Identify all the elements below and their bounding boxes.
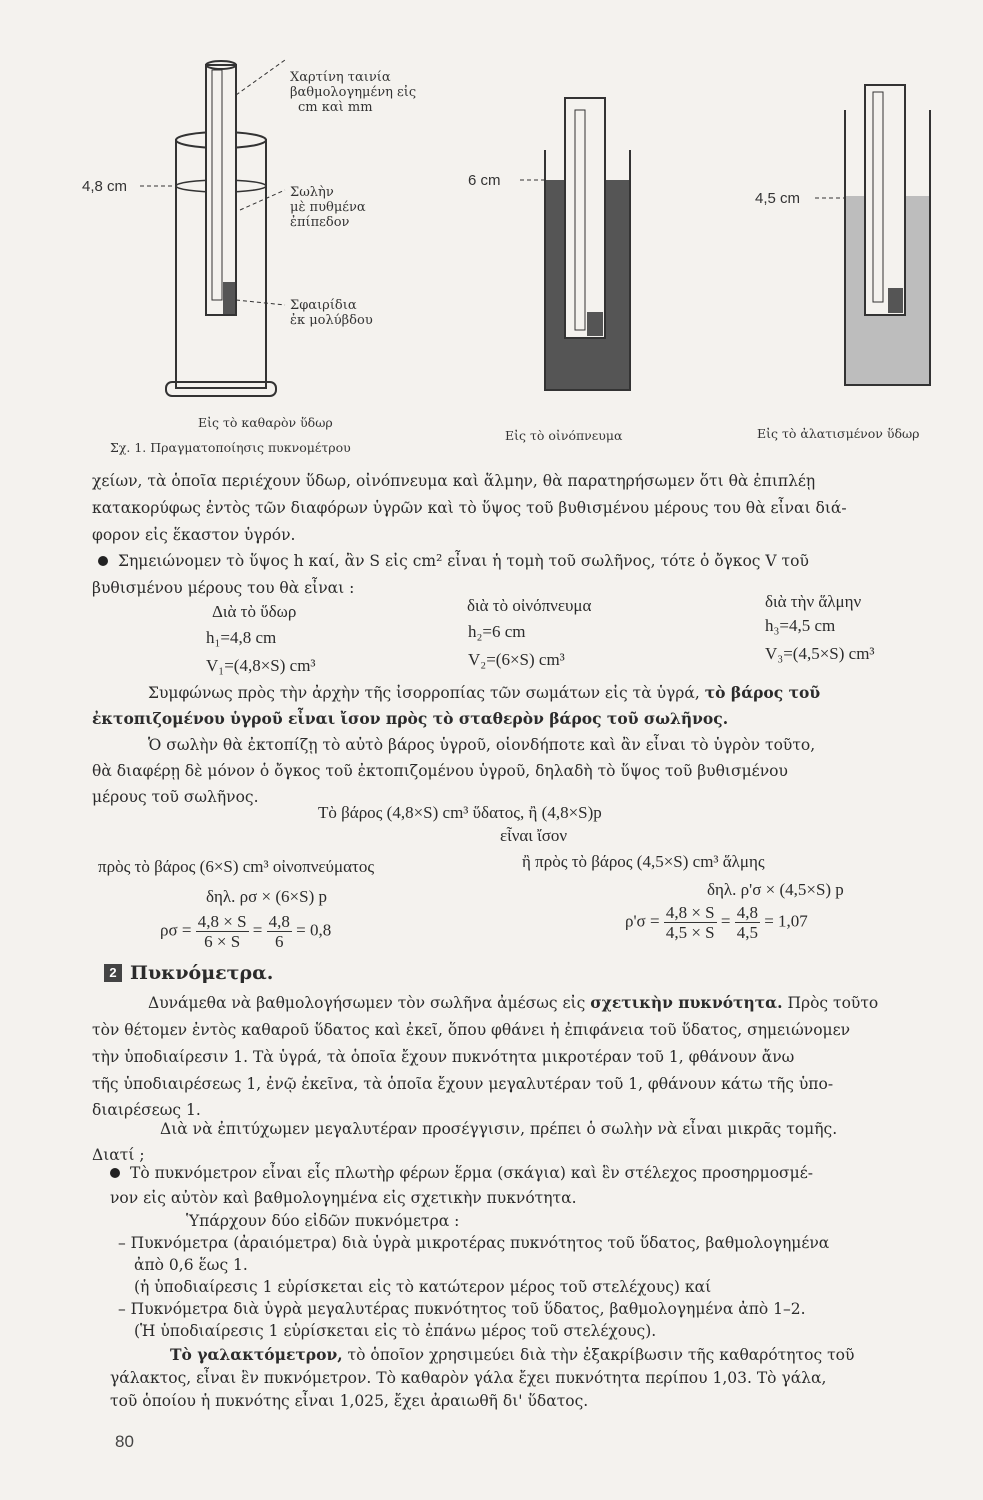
para4-line3: μέρους τοῦ σωλῆνος. <box>92 788 259 806</box>
col3-height: h₃=4,5 cm <box>765 616 836 635</box>
formula-water-eq: = <box>252 920 263 940</box>
fig1-tape-label <box>290 70 416 115</box>
sec-para1-tail: Πρὸς τοῦτο <box>787 994 879 1012</box>
col1-height: h₁=4,8 cm <box>206 628 277 647</box>
sec-para1-text: Δυνάμεθα νὰ βαθμολογήσωμεν τὸν σωλῆνα ἀμέσως εἰς <box>148 994 586 1012</box>
sec-para5-line2: γάλακτος, εἶναι ἓν πυκνόμετρον. Τὸ καθαρὸν γάλα ἔχει πυκνότητα περίπου 1,03. Τὸ γάλα, <box>110 1369 827 1387</box>
fig1-tape-line1: Χαρτίνη ταινία <box>290 70 391 85</box>
para5-line4b: δηλ. ρ'σ × (4,5×S) p <box>707 880 844 899</box>
sec-para5-bold: Τὸ γαλακτόμετρον, <box>170 1345 343 1364</box>
col1-volume: V₁=(4,8×S) cm³ <box>206 656 316 675</box>
formula-brine-den2: 4,5 <box>736 923 758 942</box>
col3-volume: V₃=(4,5×S) cm³ <box>765 644 875 663</box>
sec-para5-line3: τοῦ ὁποίου ἡ πυκνότης εἶναι 1,025, ἔχει ἀραιωθῆ δι' ὕδατος. <box>110 1392 589 1410</box>
formula-water-frac2 <box>267 912 292 951</box>
para2-line2: βυθισμένου μέρους του θὰ εἶναι : <box>92 579 355 597</box>
formula-brine-frac1 <box>664 903 717 942</box>
sec-para4-line3: ἀπὸ 0,6 ἕως 1. <box>134 1256 248 1274</box>
formula-water-lhs: ρσ = <box>160 920 192 940</box>
formula-brine-result: = 1,07 <box>764 911 808 931</box>
para5-line3a: πρὸς τὸ βάρος (6×S) cm³ οἰνοπνεύματος <box>98 857 375 876</box>
formula-water-num1: 4,8 × S <box>197 912 247 931</box>
formula-water-den1: 6 × S <box>204 932 241 951</box>
col3-heading: διὰ τὴν ἅλμην <box>765 592 862 611</box>
formula-brine-frac2 <box>735 903 760 942</box>
sec-para1-line5: διαιρέσεως 1. <box>92 1101 201 1119</box>
sec-para1-line1 <box>148 992 878 1014</box>
para3-line1-bold: τὸ βάρος τοῦ <box>704 683 821 702</box>
sec-para4-line4: (ἡ ὑποδιαίρεσις 1 εὑρίσκεται εἰς τὸ κατώτερον μέρος τοῦ στελέχους) καί <box>134 1278 712 1296</box>
fig2-caption: Εἰς τὸ οἰνόπνευμα <box>505 428 623 443</box>
para3-line1-text: Συμφώνως πρὸς τὴν ἀρχὴν τῆς ἰσορροπίας τῶν σωμάτων εἰς τὰ ὑγρά, <box>148 684 700 702</box>
sec-para3-line1-text: Τὸ πυκνόμετρον εἶναι εἷς πλωτὴρ φέρων ἕρμα (σκάγια) καὶ ἓν στέλεχος προσηρμοσμέ- <box>130 1164 813 1182</box>
para2-line1-text: Σημειώνομεν τὸ ὕψος h καί, ἂν S εἰς cm² εἶναι ἡ τομὴ τοῦ σωλῆνος, τότε ὁ ὄγκος V τοῦ <box>118 552 809 570</box>
section-title: Πυκνόμετρα. <box>130 962 274 984</box>
para4-line1: Ὁ σωλὴν θὰ ἐκτοπίζῃ τὸ αὐτὸ βάρος ὑγροῦ, οἱονδήποτε καὶ ἂν εἶναι τὸ ὑγρὸν τοῦτο, <box>148 736 816 754</box>
formula-water-result: = 0,8 <box>296 920 332 940</box>
figure-caption: Σχ. 1. Πραγματοποίησις πυκνομέτρου <box>110 440 351 455</box>
para3-line1 <box>148 682 820 704</box>
para5-line1: Τὸ βάρος (4,8×S) cm³ ὕδατος, ἢ (4,8×S)p <box>318 803 602 822</box>
fig2-depth: 6 cm <box>468 172 501 189</box>
sec-para4-line2: – Πυκνόμετρα (ἀραιόμετρα) διὰ ὑγρὰ μικροτέρας πυκνότητος τοῦ ὕδατος, βαθμολογημένα <box>118 1234 830 1252</box>
fig1-tube-line1: Σωλὴν <box>290 185 334 200</box>
fig1-shot-line2: ἐκ μολύβδου <box>290 313 373 328</box>
fig1-shot-line1: Σφαιρίδια <box>290 298 357 313</box>
sec-para5-text: τὸ ὁποῖον χρησιμεύει διὰ τὴν ἐξακρίβωσιν τῆς καθαρότητος τοῦ <box>347 1346 855 1364</box>
section-number-badge: 2 <box>104 964 122 982</box>
formula-brine-lhs: ρ'σ = <box>625 911 660 931</box>
section-heading <box>104 962 273 984</box>
para4-line2: θὰ διαφέρῃ δὲ μόνον ὁ ὄγκος τοῦ ἐκτοπιζομένου ὑγροῦ, δηλαδὴ τὸ ὕψος τοῦ βυθισμένου <box>92 762 788 780</box>
page-number: 80 <box>115 1432 134 1451</box>
sec-para4-line1: Ὑπάρχουν δύο εἰδῶν πυκνόμετρα : <box>186 1212 460 1230</box>
col2-heading: διὰ τὸ οἰνόπνευμα <box>467 596 592 615</box>
para2-line1 <box>98 550 809 572</box>
fig3-depth: 4,5 cm <box>755 190 801 207</box>
formula-water-den2: 6 <box>275 932 284 951</box>
col2-volume: V₂=(6×S) cm³ <box>468 650 565 669</box>
formula-brine-num1: 4,8 × S <box>665 903 715 922</box>
sec-para4-line6: (Ἡ ὑποδιαίρεσις 1 εὑρίσκεται εἰς τὸ ἐπάνω μέρος τοῦ στελέχους). <box>134 1322 657 1340</box>
sec-para1-line3: τὴν ὑποδιαίρεσιν 1. Τὰ ὑγρά, τὰ ὁποῖα ἔχουν πυκνότητα μικροτέραν τοῦ 1, φθάνουν ἄνω <box>92 1048 795 1066</box>
sec-para1-line2: τὸν θέτομεν ἐντὸς καθαροῦ ὕδατος καὶ ἐκεῖ, ὅπου φθάνει ἡ ἐπιφάνεια τοῦ ὕδατος, σημειώνομεν <box>92 1021 851 1039</box>
formula-brine-den1: 4,5 × S <box>665 923 715 942</box>
sec-para1-bold: σχετικὴν πυκνότητα. <box>590 993 783 1012</box>
fig1-depth: 4,8 cm <box>82 178 128 195</box>
para5-line3b: ἢ πρὸς τὸ βάρος (4,5×S) cm³ ἅλμης <box>522 852 765 871</box>
para1-line1: χείων, τὰ ὁποῖα περιέχουν ὕδωρ, οἰνόπνευμα καὶ ἅλμην, θὰ παρατηρήσωμεν ὅτι θὰ ἐπιπλέῃ <box>92 472 816 490</box>
para5-line4a: δηλ. ρσ × (6×S) p <box>206 887 327 906</box>
formula-brine-num2: 4,8 <box>736 903 758 922</box>
sec-para4-line5: – Πυκνόμετρα διὰ ὑγρὰ μεγαλυτέρας πυκνότητος τοῦ ὕδατος, βαθμολογημένα ἀπὸ 1–2. <box>118 1300 806 1318</box>
fig1-tube-label <box>290 185 366 230</box>
fig1-tape-line3: cm καὶ mm <box>298 100 373 115</box>
col2-height: h₂=6 cm <box>468 622 526 641</box>
para3-line2 <box>92 708 728 730</box>
fig1-tube-line2: μὲ πυθμένα <box>290 200 366 215</box>
fig1-shot-label <box>290 298 373 328</box>
sec-para2-line1: Διὰ νὰ ἐπιτύχωμεν μεγαλυτέραν προσέγγισιν, πρέπει ὁ σωλὴν νὰ εἶναι μικρᾶς τομῆς. <box>160 1120 838 1138</box>
col1-heading: Διὰ τὸ ὕδωρ <box>212 602 297 621</box>
sec-para3-line1 <box>110 1162 813 1184</box>
sec-para1-line4: τῆς ὑποδιαιρέσεως 1, ἐνῷ ἐκεῖνα, τὰ ὁποῖα ἔχουν μεγαλυτέραν τοῦ 1, φθάνουν κάτω τῆς ὑπο- <box>92 1075 834 1093</box>
formula-brine-eq: = <box>720 911 731 931</box>
sec-para3-line2: νον εἰς αὐτὸν καὶ βαθμολογημένα εἰς σχετικὴν πυκνότητα. <box>110 1189 577 1207</box>
bullet-icon <box>98 556 108 566</box>
fig1-tape-line2: βαθμολογημένη εἰς <box>290 85 417 100</box>
sec-para2-line2: Διατί ; <box>92 1146 145 1164</box>
sec-para5-line1 <box>170 1344 854 1366</box>
fig1-caption: Εἰς τὸ καθαρὸν ὕδωρ <box>198 415 333 430</box>
fig3-caption: Εἰς τὸ ἀλατισμένον ὕδωρ <box>757 426 920 441</box>
formula-water-num2: 4,8 <box>268 912 290 931</box>
fig1-tube-line3: ἐπίπεδον <box>290 215 350 230</box>
para3-line2-bold: ἐκτοπιζομένου ὑγροῦ εἶναι ἴσον πρὸς τὸ σταθερὸν βάρος τοῦ σωλῆνος. <box>92 709 729 728</box>
formula-brine <box>625 903 808 942</box>
figure-densimeter <box>0 0 983 470</box>
para1-line3: φορον εἰς ἕκαστον ὑγρόν. <box>92 526 296 544</box>
formula-water <box>160 912 331 951</box>
bullet-icon-2 <box>110 1168 120 1178</box>
para5-line2: εἶναι ἴσον <box>500 826 568 845</box>
para1-line2: κατακορύφως ἐντὸς τῶν διαφόρων ὑγρῶν καὶ τὸ ὕψος τοῦ βυθισμένου μέρους του θὰ εἶναι διά- <box>92 499 847 517</box>
formula-water-frac1 <box>196 912 249 951</box>
